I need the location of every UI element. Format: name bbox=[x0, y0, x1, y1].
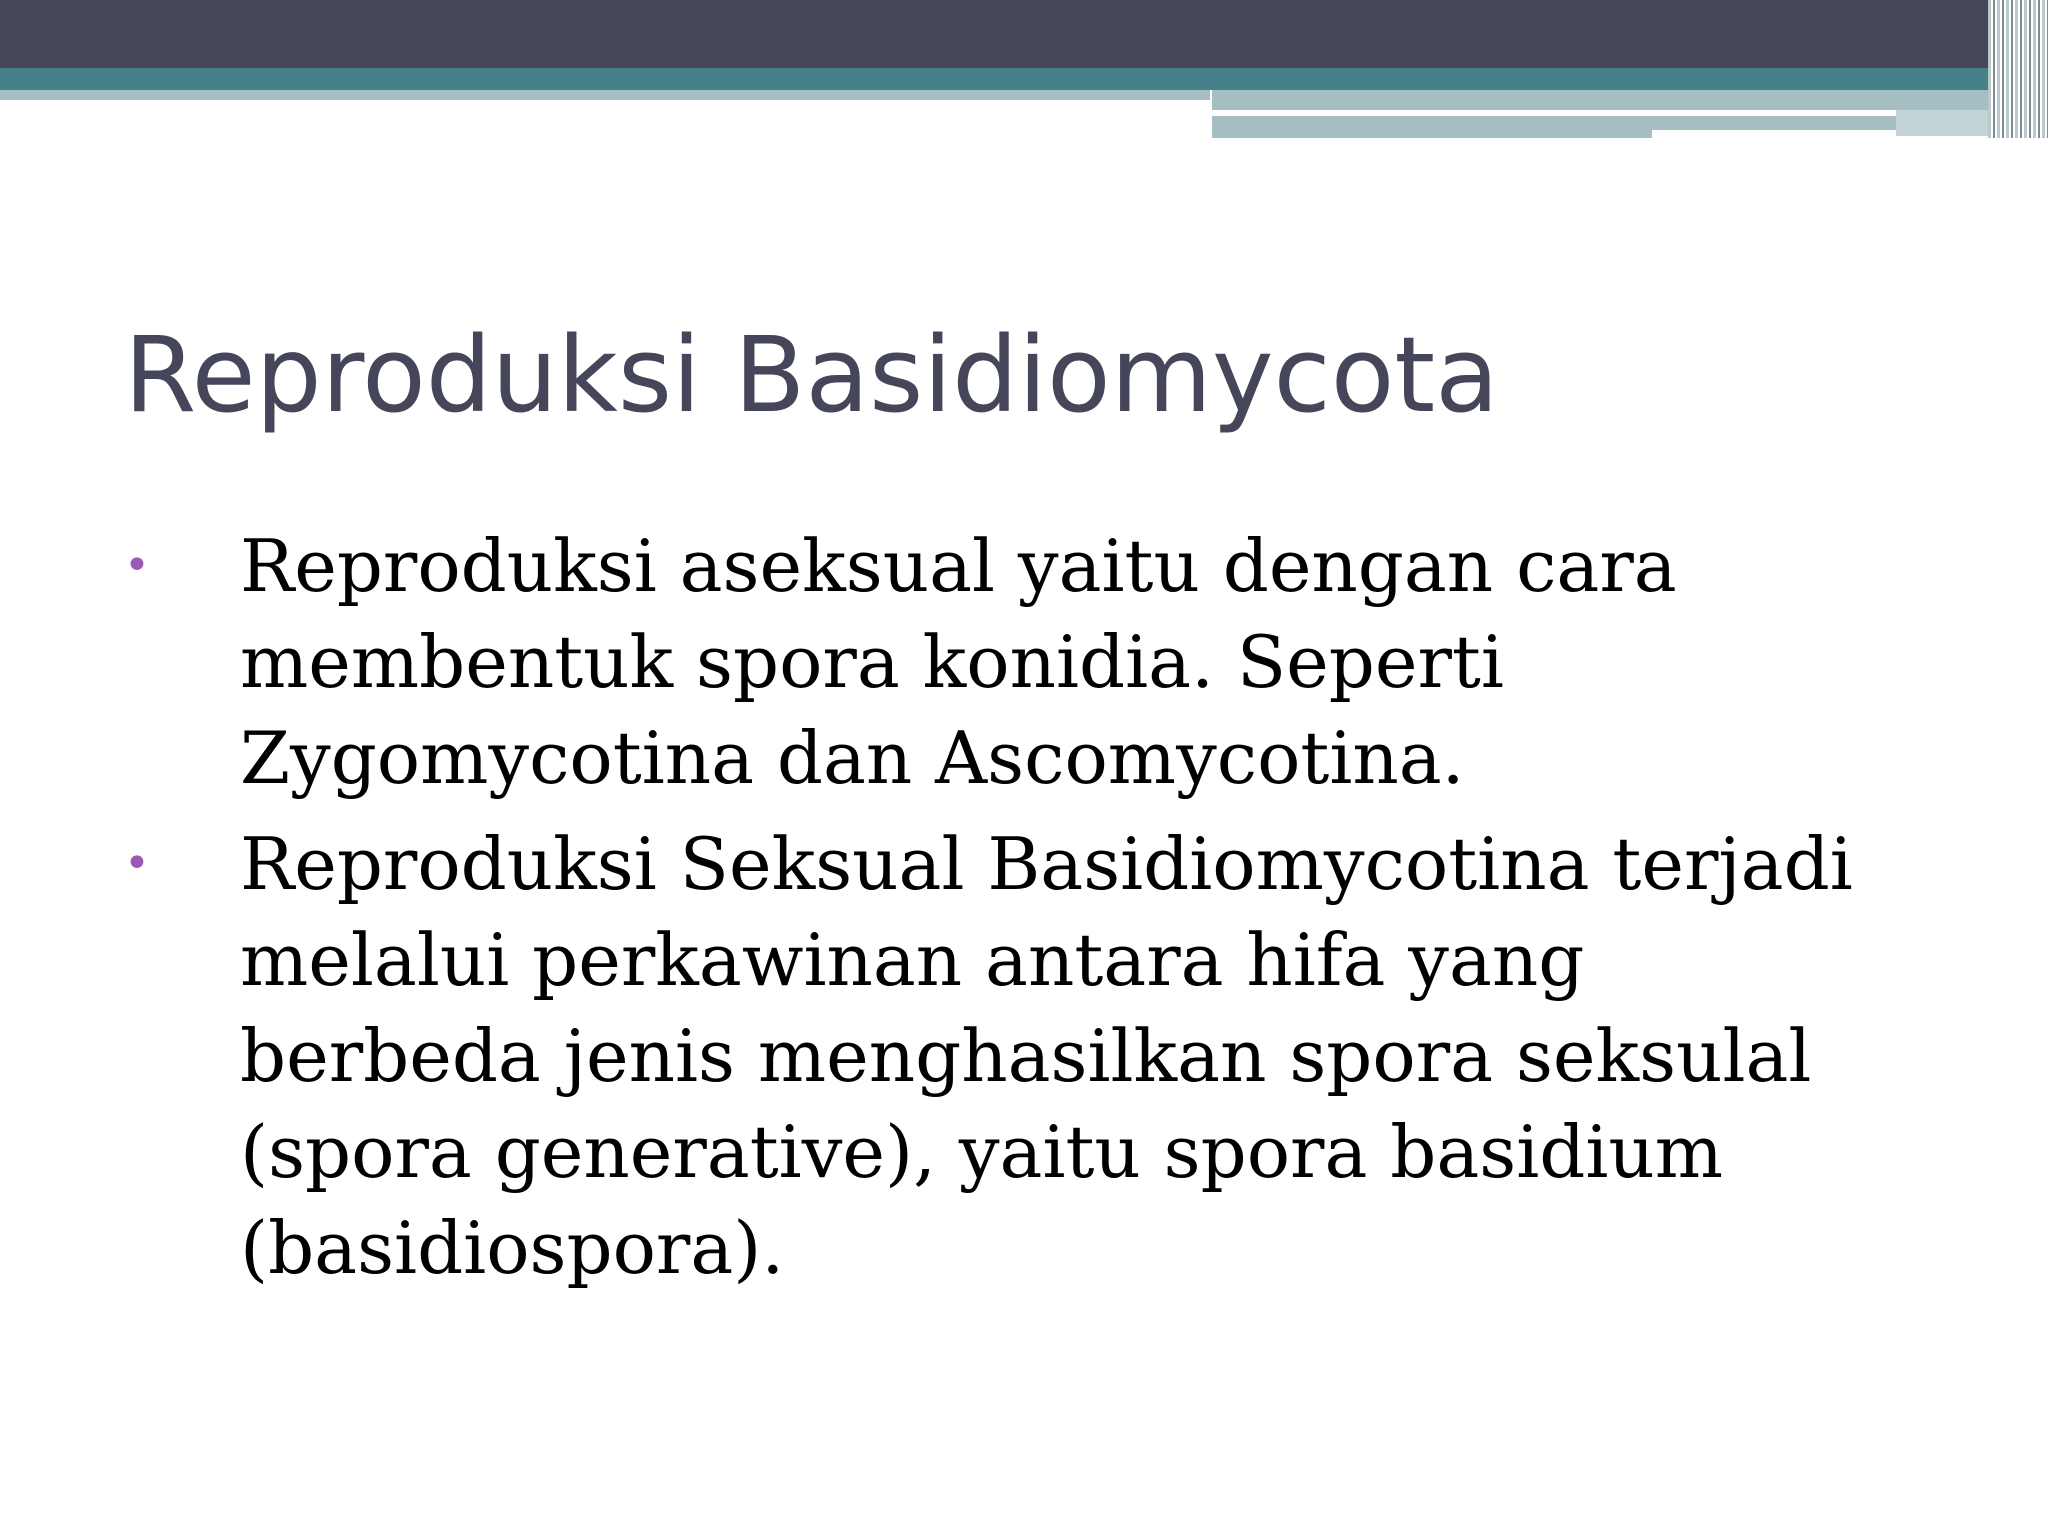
bullet-item bbox=[124, 518, 1924, 806]
bullet-text: Reproduksi Seksual Basidiomycotina terjadi melalui perkawinan antara hifa yang berbeda jenis menghasilkan spora seksulal (spora generative), yaitu spora basidium (basidiospora). bbox=[240, 822, 1853, 1290]
header-band-teal bbox=[0, 68, 2048, 90]
header-band-strip bbox=[1896, 110, 1996, 136]
header-band-light bbox=[0, 90, 1210, 100]
bullet-dot-icon: • bbox=[124, 838, 150, 889]
header-band-dark bbox=[0, 0, 2048, 68]
bullet-dot-icon: • bbox=[124, 540, 150, 591]
bullet-list bbox=[124, 518, 1924, 1306]
bullet-item bbox=[124, 816, 1924, 1296]
bullet-text: Reproduksi aseksual yaitu dengan cara membentuk spora konidia. Seperti Zygomycotina dan Ascomycotina. bbox=[240, 524, 1677, 800]
header-white-line bbox=[1212, 110, 1896, 116]
slide-title: Reproduksi Basidiomycota bbox=[124, 314, 1499, 436]
edge-stripes bbox=[1988, 0, 2048, 138]
